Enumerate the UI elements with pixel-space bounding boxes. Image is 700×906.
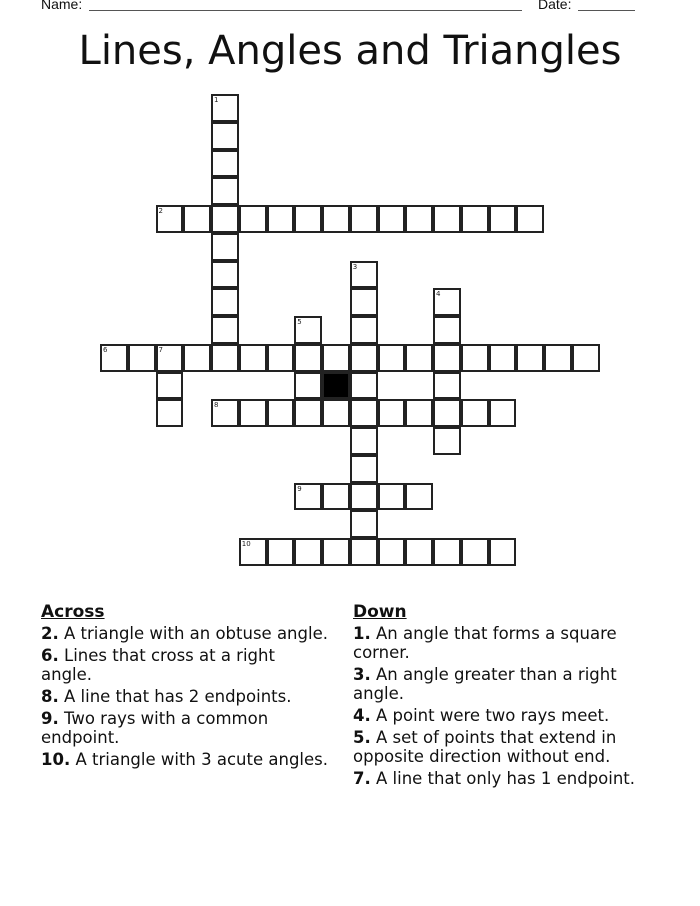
down-heading: Down bbox=[353, 602, 407, 622]
black-cell bbox=[322, 372, 350, 400]
grid-cell[interactable] bbox=[183, 205, 211, 233]
grid-cell[interactable] bbox=[378, 399, 406, 427]
grid-cell[interactable] bbox=[294, 483, 322, 511]
across-heading: Across bbox=[41, 602, 105, 622]
grid-cell[interactable] bbox=[156, 372, 184, 400]
name-label: Name: bbox=[41, 0, 83, 12]
grid-cell[interactable] bbox=[516, 205, 544, 233]
grid-cell[interactable] bbox=[211, 94, 239, 122]
grid-cell[interactable] bbox=[211, 399, 239, 427]
clue-across-2: 2. A triangle with an obtuse angle. bbox=[41, 624, 328, 643]
grid-cell[interactable] bbox=[350, 344, 378, 372]
grid-cell[interactable] bbox=[211, 122, 239, 150]
grid-cell[interactable] bbox=[294, 399, 322, 427]
grid-cell[interactable] bbox=[294, 372, 322, 400]
grid-cell[interactable] bbox=[156, 344, 184, 372]
grid-cell[interactable] bbox=[294, 205, 322, 233]
grid-cell[interactable] bbox=[350, 288, 378, 316]
grid-cell[interactable] bbox=[405, 483, 433, 511]
grid-cell[interactable] bbox=[433, 372, 461, 400]
clue-number: 2 bbox=[158, 207, 163, 215]
grid-cell[interactable] bbox=[267, 205, 295, 233]
grid-cell[interactable] bbox=[378, 205, 406, 233]
grid-cell[interactable] bbox=[294, 538, 322, 566]
grid-cell[interactable] bbox=[294, 316, 322, 344]
grid-cell[interactable] bbox=[267, 344, 295, 372]
clue-across-9: 9. Two rays with a common endpoint. bbox=[41, 709, 269, 747]
clue-number: 8 bbox=[214, 401, 219, 410]
grid-cell[interactable] bbox=[489, 538, 517, 566]
clue-number: 10 bbox=[241, 540, 251, 548]
grid-cell[interactable] bbox=[322, 483, 350, 511]
grid-cell[interactable] bbox=[433, 316, 461, 344]
grid-cell[interactable] bbox=[378, 538, 406, 566]
clue-down-1: 1. An angle that forms a square corner. bbox=[353, 624, 617, 662]
clue-number: 7 bbox=[158, 345, 163, 354]
grid-cell[interactable] bbox=[322, 538, 350, 566]
grid-cell[interactable] bbox=[350, 372, 378, 400]
grid-cell[interactable] bbox=[405, 538, 433, 566]
clue-across-8: 8. A line that has 2 endpoints. bbox=[41, 687, 292, 706]
clue-number: 3 bbox=[352, 262, 358, 271]
grid-cell[interactable] bbox=[378, 483, 406, 511]
grid-cell[interactable] bbox=[156, 399, 184, 427]
grid-cell[interactable] bbox=[350, 538, 378, 566]
grid-cell[interactable] bbox=[211, 344, 239, 372]
grid-cell[interactable] bbox=[211, 288, 239, 316]
grid-cell[interactable] bbox=[461, 205, 489, 233]
grid-cell[interactable] bbox=[405, 399, 433, 427]
clue-number: 6 bbox=[103, 345, 108, 354]
grid-cell[interactable] bbox=[294, 344, 322, 372]
grid-cell[interactable] bbox=[433, 344, 461, 372]
grid-cell[interactable] bbox=[350, 455, 378, 483]
grid-cell[interactable] bbox=[239, 399, 267, 427]
clue-across-10: 10. A triangle with 3 acute angles. bbox=[41, 750, 328, 769]
grid-cell[interactable] bbox=[239, 538, 267, 566]
grid-cell[interactable] bbox=[350, 510, 378, 538]
clue-number: 4 bbox=[436, 290, 441, 299]
grid-cell[interactable] bbox=[433, 205, 461, 233]
grid-cell[interactable] bbox=[211, 261, 239, 289]
grid-cell[interactable] bbox=[350, 483, 378, 511]
grid-cell[interactable] bbox=[461, 399, 489, 427]
grid-cell[interactable] bbox=[156, 205, 184, 233]
grid-cell[interactable] bbox=[211, 177, 239, 205]
grid-cell[interactable] bbox=[322, 399, 350, 427]
grid-cell[interactable] bbox=[322, 205, 350, 233]
grid-cell[interactable] bbox=[211, 150, 239, 178]
grid-cell[interactable] bbox=[489, 344, 517, 372]
grid-cell[interactable] bbox=[433, 288, 461, 316]
across-clues bbox=[41, 602, 331, 772]
clue-down-3: 3. An angle greater than a right angle. bbox=[353, 665, 617, 703]
down-clues bbox=[353, 602, 653, 791]
grid-cell[interactable] bbox=[267, 399, 295, 427]
page-title: Lines, Angles and Triangles bbox=[78, 28, 622, 74]
grid-cell[interactable] bbox=[461, 538, 489, 566]
grid-cell[interactable] bbox=[461, 344, 489, 372]
grid-cell[interactable] bbox=[405, 344, 433, 372]
grid-cell[interactable] bbox=[433, 538, 461, 566]
grid-cell[interactable] bbox=[183, 344, 211, 372]
clue-across-6: 6. Lines that cross at a right angle. bbox=[41, 646, 275, 684]
clue-down-5: 5. A set of points that extend in opposite direction without end. bbox=[353, 728, 617, 766]
grid-cell[interactable] bbox=[544, 344, 572, 372]
grid-cell[interactable] bbox=[239, 344, 267, 372]
grid-cell[interactable] bbox=[211, 316, 239, 344]
clue-down-7: 7. A line that only has 1 endpoint. bbox=[353, 769, 636, 788]
grid-cell[interactable] bbox=[350, 399, 378, 427]
grid-cell[interactable] bbox=[433, 427, 461, 455]
grid-cell[interactable] bbox=[350, 261, 378, 289]
date-label: Date: bbox=[538, 0, 572, 12]
grid-cell[interactable] bbox=[405, 205, 433, 233]
grid-cell[interactable] bbox=[489, 399, 517, 427]
grid-cell[interactable] bbox=[350, 205, 378, 233]
grid-cell[interactable] bbox=[211, 205, 239, 233]
grid-cell[interactable] bbox=[378, 344, 406, 372]
clue-number: 1 bbox=[214, 96, 219, 104]
grid-cell[interactable] bbox=[572, 344, 600, 372]
clue-number: 9 bbox=[297, 484, 302, 493]
grid-cell[interactable] bbox=[128, 344, 156, 372]
grid-cell[interactable] bbox=[211, 233, 239, 261]
grid-cell[interactable] bbox=[322, 344, 350, 372]
grid-cell[interactable] bbox=[433, 399, 461, 427]
clue-down-4: 4. A point were two rays meet. bbox=[353, 706, 610, 725]
grid-cell[interactable] bbox=[516, 344, 544, 372]
grid-cell[interactable] bbox=[100, 344, 128, 372]
grid-cell[interactable] bbox=[239, 205, 267, 233]
grid-cell[interactable] bbox=[489, 205, 517, 233]
clue-number: 5 bbox=[297, 318, 302, 326]
grid-cell[interactable] bbox=[267, 538, 295, 566]
grid-cell[interactable] bbox=[350, 316, 378, 344]
grid-cell[interactable] bbox=[350, 427, 378, 455]
